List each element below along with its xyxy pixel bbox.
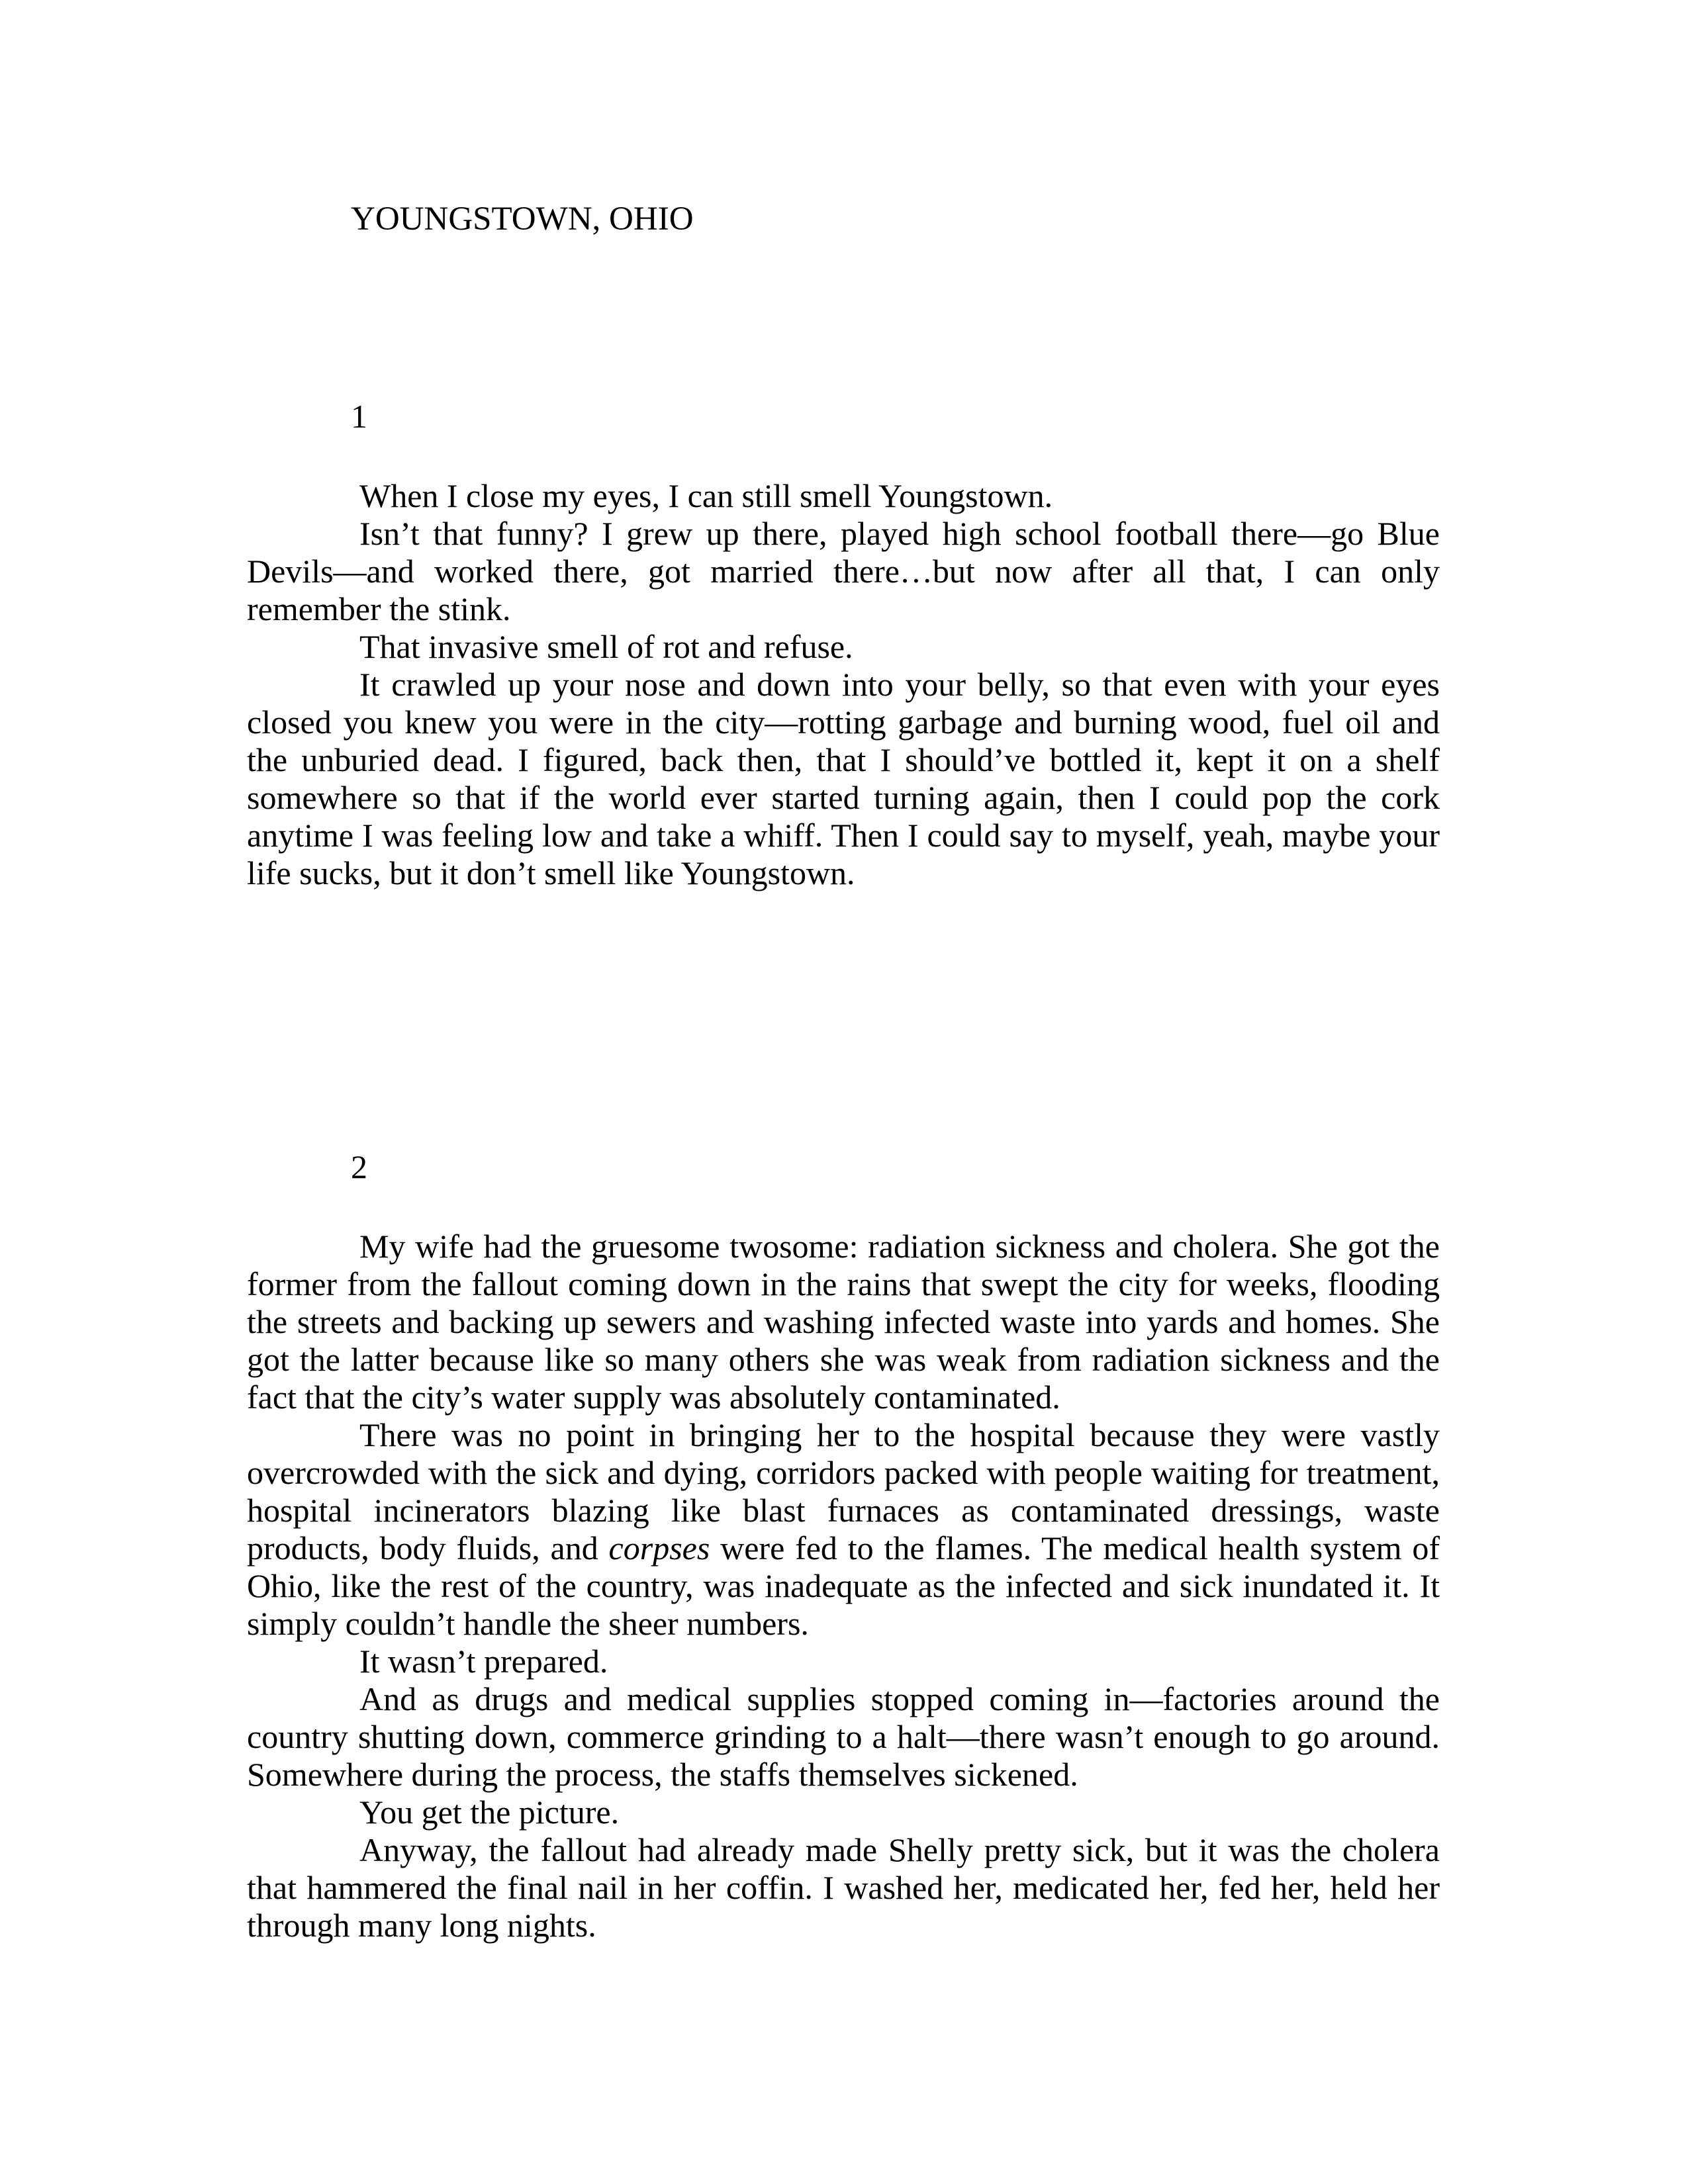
section bbox=[247, 398, 1440, 892]
page-content bbox=[247, 0, 1440, 1944]
section-body bbox=[247, 1228, 1440, 1944]
section-body bbox=[247, 477, 1440, 892]
text-run: There was no point in bringing her to the hospital because they were vastly overcrowded with the sick and dying, corridors packed with people waiting for treatment, hospital incinerators blazing like blast furnaces as contaminated dressings, waste products, body fluids, and bbox=[247, 1416, 1440, 1567]
sections-container bbox=[247, 398, 1440, 1944]
paragraph bbox=[247, 1831, 1440, 1944]
paragraph bbox=[247, 1228, 1440, 1416]
paragraph bbox=[247, 628, 1440, 666]
paragraph bbox=[247, 666, 1440, 892]
paragraph bbox=[247, 1643, 1440, 1680]
paragraph bbox=[247, 1416, 1440, 1643]
text-run: Isn’t that funny? I grew up there, played high school football there—go Blue Devils—and worked there, got married there…but now after all that, I can only remember the stink. bbox=[247, 515, 1440, 627]
text-run: were fed to the flames. The medical health system of Ohio, like the rest of the country, was inadequate as the infected and sick inundated it. It simply couldn’t handle the sheer numbers. bbox=[247, 1529, 1440, 1642]
section-number: 2 bbox=[351, 1148, 367, 1185]
text-run: That invasive smell of rot and refuse. bbox=[359, 628, 853, 665]
paragraph bbox=[247, 1680, 1440, 1794]
section-number: 1 bbox=[351, 398, 367, 435]
paragraph bbox=[247, 1794, 1440, 1831]
text-run: It wasn’t prepared. bbox=[359, 1643, 608, 1680]
text-run: It crawled up your nose and down into your belly, so that even with your eyes closed you knew you were in the city—rotting garbage and burning wood, fuel oil and the unburied dead. I figured, back then, that I should’ve bottled it, kept it on a shelf somewhere so that if the world ever started turning again, then I could pop the cork anytime I was feeling low and take a whiff. Then I could say to myself, yeah, maybe your life sucks, but it don’t smell like Youngstown. bbox=[247, 666, 1440, 891]
text-run: You get the picture. bbox=[359, 1794, 620, 1831]
paragraph bbox=[247, 515, 1440, 628]
page-title: YOUNGSTOWN, OHIO bbox=[351, 201, 694, 238]
text-run: When I close my eyes, I can still smell Youngstown. bbox=[359, 477, 1053, 514]
text-run: My wife had the gruesome twosome: radiation sickness and cholera. She got the former from the fallout coming down in the rains that swept the city for weeks, flooding the streets and backing up sewers and washing infected waste into yards and homes. She got the latter because like so many others she was weak from radiation sickness and the fact that the city’s water supply was absolutely contaminated. bbox=[247, 1228, 1440, 1416]
paragraph bbox=[247, 477, 1440, 515]
italic-run: corpses bbox=[608, 1529, 710, 1567]
text-run: And as drugs and medical supplies stopped coming in—factories around the country shutting down, commerce grinding to a halt—there wasn’t enough to go around. Somewhere during the process, the staffs themselves sickened. bbox=[247, 1680, 1440, 1793]
text-run: Anyway, the fallout had already made Shelly pretty sick, but it was the cholera that hammered the final nail in her coffin. I washed her, medicated her, fed her, held her through many long nights. bbox=[247, 1831, 1440, 1944]
section bbox=[247, 1148, 1440, 1944]
